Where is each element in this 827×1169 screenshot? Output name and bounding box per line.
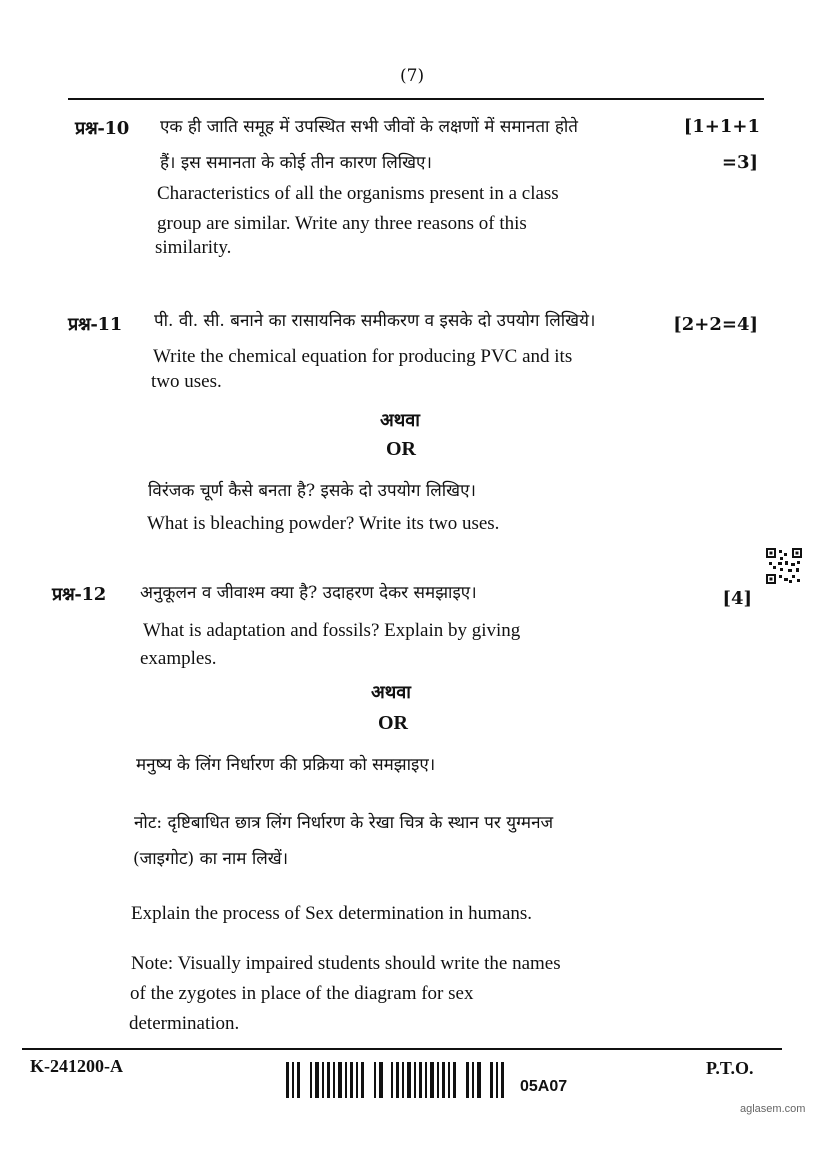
bottom-divider: [22, 1048, 782, 1050]
question-10-marks-line-1: [1+1+1: [683, 116, 760, 137]
question-10-english-line-3: similarity.: [155, 237, 232, 258]
question-11-or-english: OR: [386, 438, 416, 460]
series-code: 05A07: [520, 1078, 568, 1095]
question-10-marks-line-2: =3]: [721, 152, 758, 173]
question-11-english-line-2: two uses.: [151, 371, 222, 392]
paper-code: K-241200-A: [30, 1056, 123, 1076]
top-divider: [68, 98, 764, 100]
question-12-note-hindi-line-1: नोट: दृष्टिबाधित छात्र लिंग निर्धारण के रेखा चित्र के स्थान पर युग्मनज: [134, 813, 554, 833]
question-12-hindi: अनुकूलन व जीवाश्म क्या है? उदाहरण देकर समझाइए।: [140, 583, 477, 603]
question-12-or-hindi: अथवा: [371, 682, 411, 703]
question-12-english-line-1: What is adaptation and fossils? Explain by giving: [143, 620, 521, 641]
question-12-note-english-line-1: Note: Visually impaired students should write the names: [131, 953, 561, 974]
question-11-hindi: पी. वी. सी. बनाने का रासायनिक समीकरण व इसके दो उपयोग लिखिये।: [154, 311, 596, 331]
question-10-hindi-line-2: हैं। इस समानता के कोई तीन कारण लिखिए।: [160, 153, 432, 173]
question-10-english-line-1: Characteristics of all the organisms present in a class: [157, 183, 559, 204]
pto-label: P.T.O.: [706, 1058, 754, 1078]
barcode-icon: [286, 1060, 506, 1100]
question-12-alt-english: Explain the process of Sex determination in humans.: [131, 903, 533, 924]
question-10-english-line-2: group are similar. Write any three reasons of this: [157, 213, 527, 234]
question-11-marks: [2+2=4]: [673, 314, 758, 335]
question-12-note-english-line-2: of the zygotes in place of the diagram for sex: [130, 983, 474, 1004]
question-10-hindi-line-1: एक ही जाति समूह में उपस्थित सभी जीवों के लक्षणों में समानता होते: [160, 117, 578, 137]
question-12-note-english-line-3: determination.: [129, 1013, 240, 1034]
question-11-or-hindi: अथवा: [380, 410, 420, 431]
question-11-alt-english: What is bleaching powder? Write its two uses.: [147, 513, 500, 534]
question-12-english-line-2: examples.: [140, 648, 217, 669]
question-12-or-english: OR: [378, 712, 408, 734]
question-11-english-line-1: Write the chemical equation for producing PVC and its: [153, 346, 573, 367]
question-10-label: प्रश्न-10: [75, 118, 129, 139]
question-11-alt-hindi: विरंजक चूर्ण कैसे बनता है? इसके दो उपयोग लिखिए।: [148, 481, 476, 501]
watermark: aglasem.com: [740, 1103, 806, 1115]
page-number: (7): [400, 66, 425, 86]
question-12-note-hindi-line-2: (जाइगोट) का नाम लिखें।: [133, 849, 289, 869]
question-12-alt-hindi: मनुष्य के लिंग निर्धारण की प्रक्रिया को समझाइए।: [136, 755, 436, 775]
qr-code-icon: [766, 548, 802, 584]
question-12-marks: [4]: [722, 588, 752, 609]
question-12-label: प्रश्न-12: [52, 584, 106, 605]
question-11-label: प्रश्न-11: [68, 314, 122, 335]
